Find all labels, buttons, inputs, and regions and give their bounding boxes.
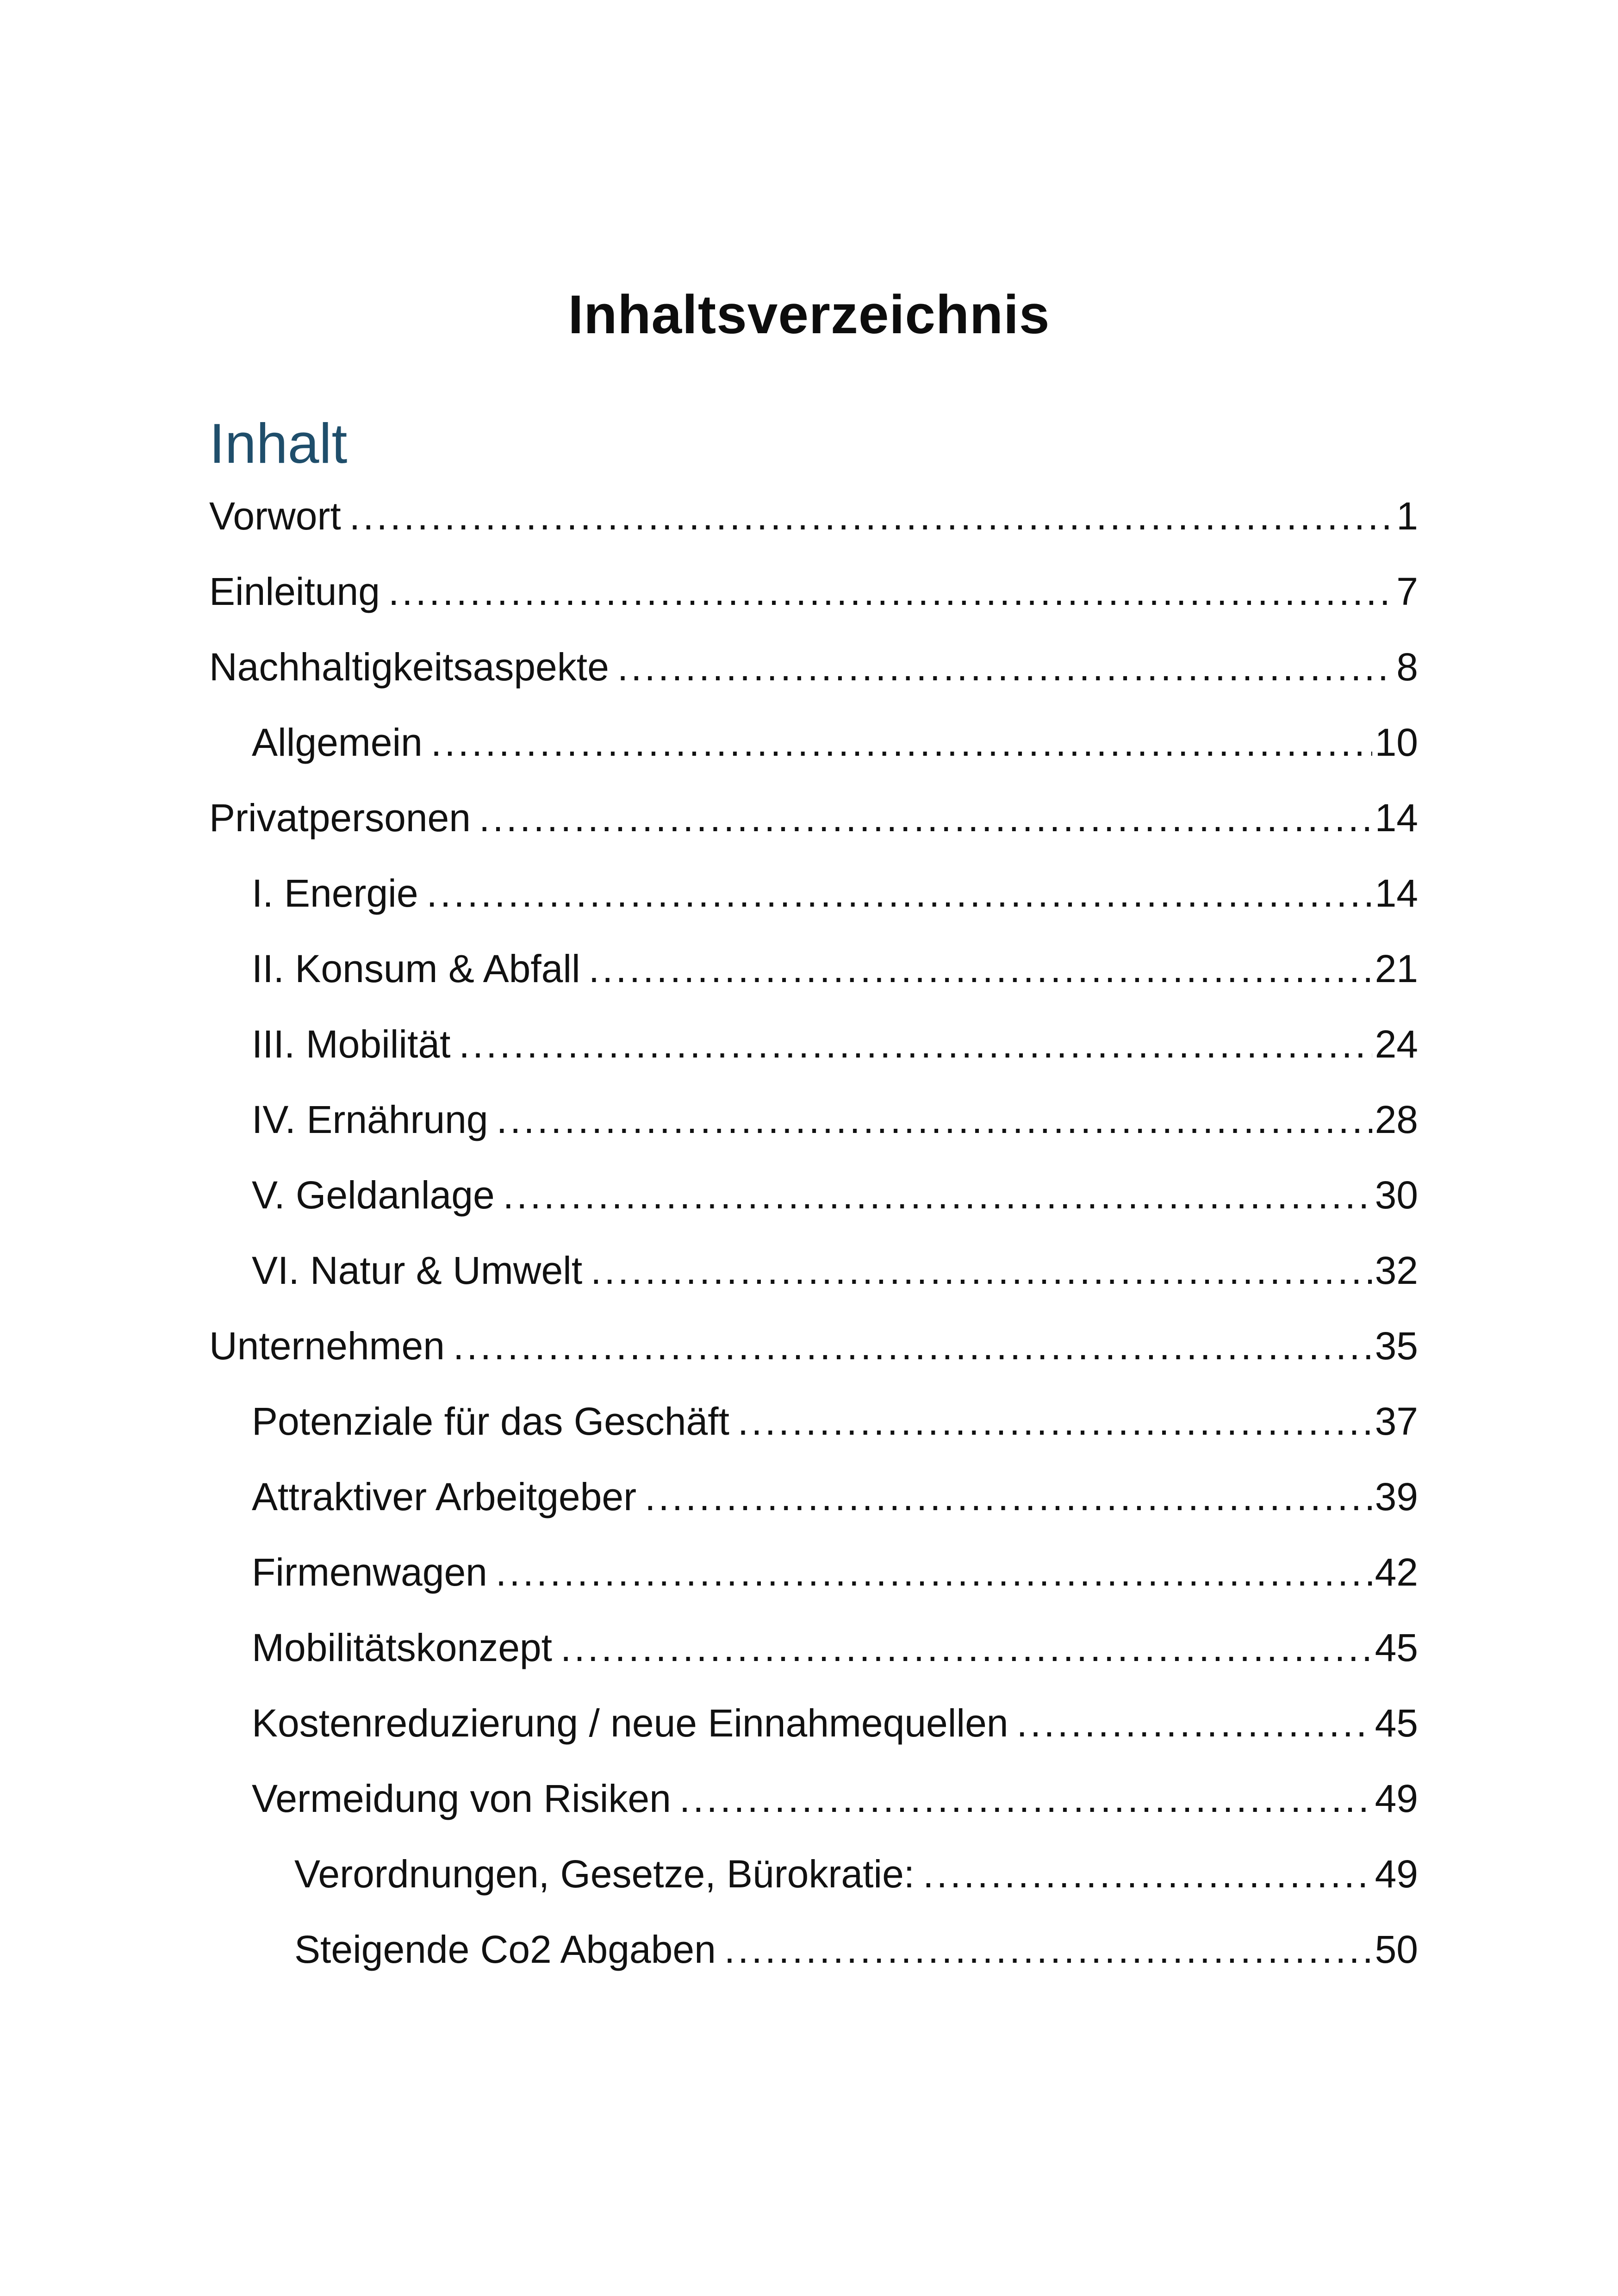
toc-entry-label: Attraktiver Arbeitgeber	[252, 1475, 637, 1518]
toc-dot-leader	[453, 1313, 1372, 1378]
toc-entry-arbeitgeber[interactable]	[209, 1464, 1418, 1540]
toc-entry-label: I. Energie	[252, 871, 418, 915]
toc-dot-leader	[496, 1540, 1372, 1605]
toc-page-number: 32	[1375, 1249, 1418, 1292]
toc-entry-natur-umwelt[interactable]	[209, 1238, 1418, 1313]
toc-dot-leader	[388, 559, 1394, 624]
toc-page-number: 21	[1375, 947, 1418, 990]
toc-page-number: 8	[1396, 645, 1418, 689]
toc-dot-leader	[427, 861, 1372, 926]
toc-entry-co2-abgaben[interactable]	[209, 1917, 1418, 1992]
toc-entry-allgemein[interactable]	[209, 710, 1418, 785]
toc-dot-leader	[560, 1615, 1372, 1680]
toc-dot-leader	[923, 1842, 1372, 1906]
toc-entry-label: Privatpersonen	[209, 796, 471, 840]
toc-page-number: 45	[1375, 1626, 1418, 1669]
toc-entry-privatpersonen[interactable]	[209, 785, 1418, 861]
toc-entry-label: Vermeidung von Risiken	[252, 1777, 671, 1820]
toc-entry-label: Potenziale für das Geschäft	[252, 1400, 729, 1443]
toc-page-number: 49	[1375, 1777, 1418, 1820]
toc-entry-label: Mobilitätskonzept	[252, 1626, 552, 1669]
toc-page-number: 42	[1375, 1550, 1418, 1594]
toc-entry-einleitung[interactable]	[209, 559, 1418, 635]
toc-entry-mobilitaet[interactable]	[209, 1012, 1418, 1087]
toc-entry-ernaehrung[interactable]	[209, 1087, 1418, 1163]
toc-page-number: 10	[1375, 721, 1418, 764]
toc-page-number: 45	[1375, 1701, 1418, 1745]
toc-page-number: 37	[1375, 1400, 1418, 1443]
toc-dot-leader	[645, 1464, 1372, 1529]
toc-dot-leader	[679, 1766, 1372, 1831]
toc-dot-leader	[349, 484, 1394, 548]
toc-entry-unternehmen[interactable]	[209, 1313, 1418, 1389]
toc-entry-label: Allgemein	[252, 721, 423, 764]
toc-entry-label: Nachhaltigkeitsaspekte	[209, 645, 609, 689]
toc-entry-label: III. Mobilität	[252, 1022, 451, 1066]
toc-entry-label: II. Konsum & Abfall	[252, 947, 580, 990]
toc-dot-leader	[431, 710, 1372, 775]
toc-dot-leader	[589, 936, 1372, 1001]
toc-page-number: 7	[1396, 570, 1418, 613]
toc-dot-leader	[459, 1012, 1372, 1076]
table-of-contents	[209, 484, 1418, 1992]
toc-entry-energie[interactable]	[209, 861, 1418, 936]
toc-entry-label: Einleitung	[209, 570, 380, 613]
toc-dot-leader	[503, 1163, 1372, 1227]
toc-dot-leader	[591, 1238, 1372, 1303]
toc-entry-potenziale[interactable]	[209, 1389, 1418, 1464]
toc-dot-leader	[1017, 1691, 1372, 1755]
toc-entry-nachhaltigkeitsaspekte[interactable]	[209, 635, 1418, 710]
toc-entry-label: Firmenwagen	[252, 1550, 487, 1594]
toc-entry-kostenreduzierung[interactable]	[209, 1691, 1418, 1766]
toc-entry-konsum-abfall[interactable]	[209, 936, 1418, 1012]
toc-page-number: 1	[1396, 494, 1418, 538]
toc-entry-label: VI. Natur & Umwelt	[252, 1249, 583, 1292]
toc-entry-vorwort[interactable]	[209, 484, 1418, 559]
toc-entry-mobilitaetskonzept[interactable]	[209, 1615, 1418, 1691]
toc-page-number: 39	[1375, 1475, 1418, 1518]
toc-page-number: 14	[1375, 796, 1418, 840]
toc-entry-label: Steigende Co2 Abgaben	[294, 1928, 716, 1971]
toc-page-number: 30	[1375, 1173, 1418, 1217]
toc-page-number: 28	[1375, 1098, 1418, 1141]
toc-entry-verordnungen[interactable]	[209, 1842, 1418, 1917]
toc-page-number: 49	[1375, 1852, 1418, 1896]
toc-entry-label: Verordnungen, Gesetze, Bürokratie:	[294, 1852, 915, 1896]
toc-dot-leader	[724, 1917, 1372, 1982]
toc-entry-risiken[interactable]	[209, 1766, 1418, 1842]
toc-entry-label: V. Geldanlage	[252, 1173, 495, 1217]
toc-page-number: 35	[1375, 1324, 1418, 1368]
toc-entry-geldanlage[interactable]	[209, 1163, 1418, 1238]
toc-entry-firmenwagen[interactable]	[209, 1540, 1418, 1615]
toc-dot-leader	[497, 1087, 1372, 1152]
document-title: Inhaltsverzeichnis	[568, 284, 1050, 345]
toc-entry-label: Unternehmen	[209, 1324, 445, 1368]
toc-dot-leader	[479, 785, 1372, 850]
toc-dot-leader	[738, 1389, 1372, 1454]
toc-entry-label: Vorwort	[209, 494, 341, 538]
toc-heading: Inhalt	[209, 412, 348, 475]
toc-dot-leader	[617, 635, 1394, 699]
toc-page-number: 14	[1375, 871, 1418, 915]
toc-entry-label: Kostenreduzierung / neue Einnahmequellen	[252, 1701, 1008, 1745]
toc-entry-label: IV. Ernährung	[252, 1098, 488, 1141]
toc-page-number: 50	[1375, 1928, 1418, 1971]
toc-page-number: 24	[1375, 1022, 1418, 1066]
